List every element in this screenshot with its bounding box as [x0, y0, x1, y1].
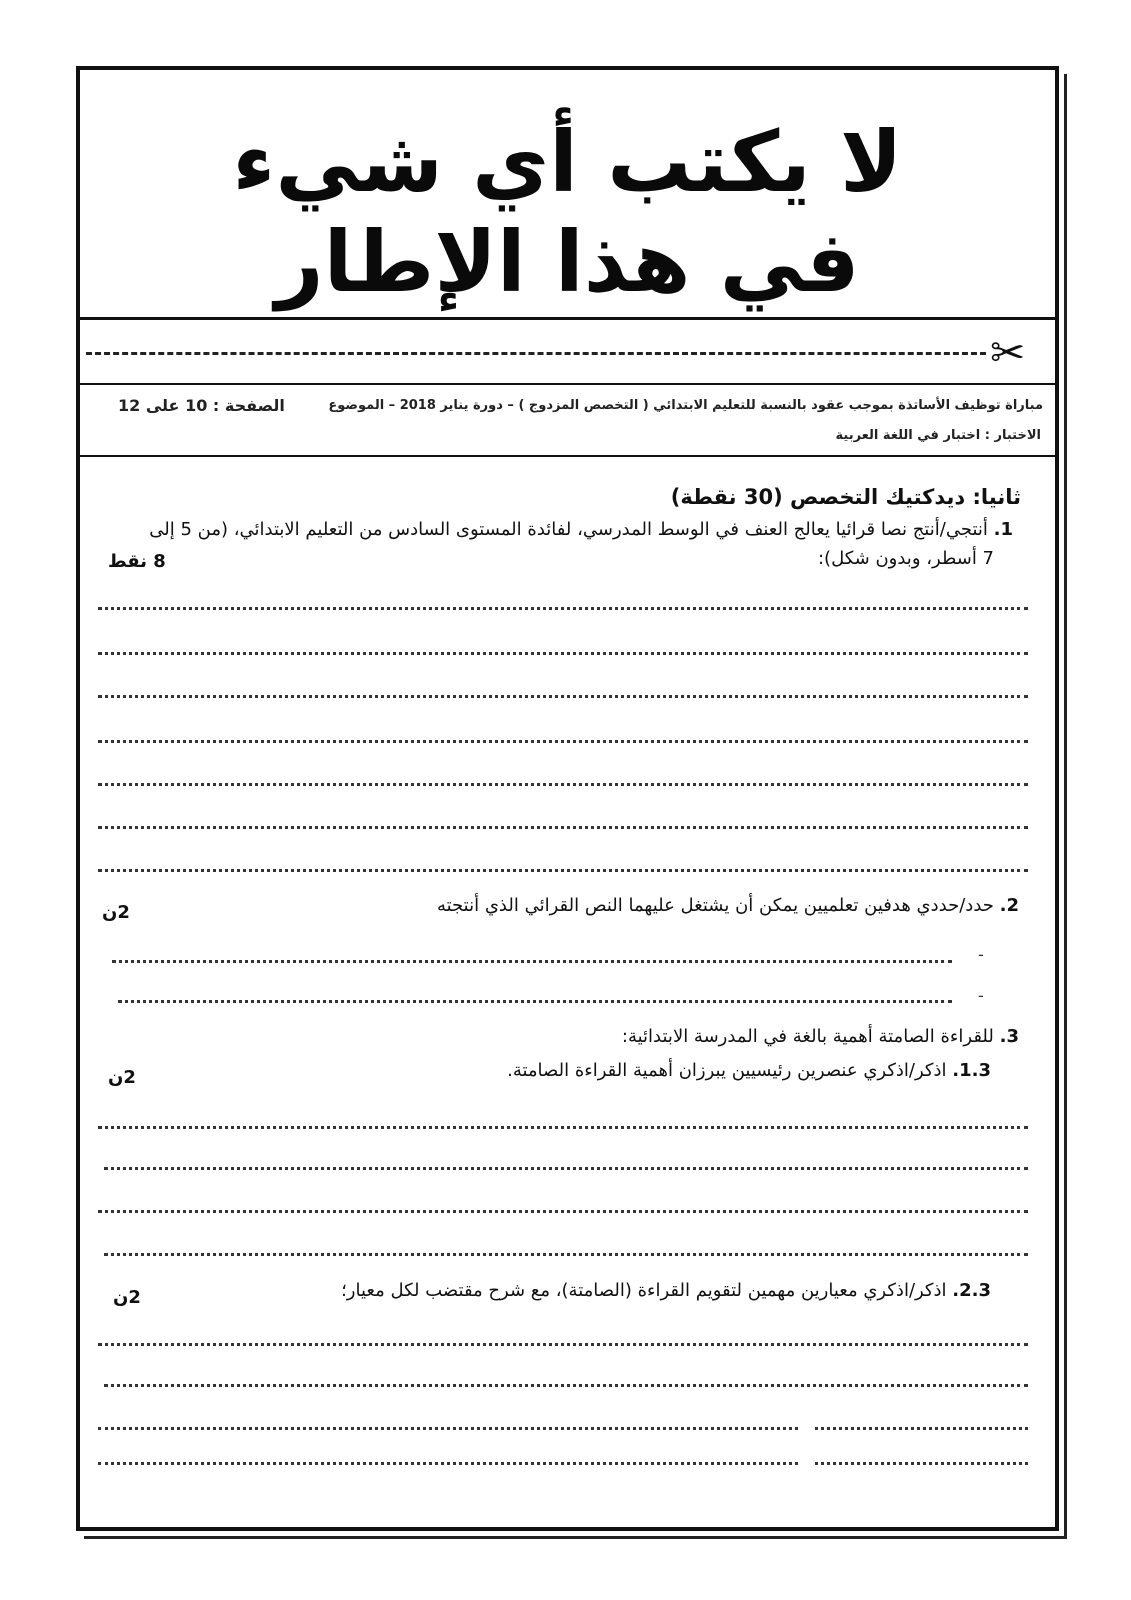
- question-3-1: [507, 1060, 991, 1081]
- exam-subject-line: الاختبار : اختبار في اللغة العربية: [835, 428, 1041, 443]
- banner-line-1: لا يكتب أي شيء: [232, 113, 903, 211]
- question-3-2: [341, 1280, 991, 1301]
- question-1-line-1: [149, 519, 1013, 540]
- question-2-points: 2ن: [102, 902, 130, 923]
- answer-line[interactable]: [815, 1462, 1028, 1465]
- no-write-banner: [80, 70, 1055, 320]
- exam-title-line: مباراة توظيف الأساتذة بموجب عقود بالنسبة للتعليم الابتدائي ( التخصص المزدوج ) – دورة يناير 2018 – الموضوع: [328, 398, 1043, 413]
- answer-line[interactable]: [112, 960, 952, 963]
- question-3-text: للقراءة الصامتة أهمية بالغة في المدرسة الابتدائية:: [621, 1026, 994, 1047]
- dash-mark: -: [978, 945, 984, 964]
- question-3: [622, 1026, 1019, 1047]
- answer-line[interactable]: [98, 869, 1028, 872]
- answer-line[interactable]: [98, 1343, 1028, 1346]
- header-bottom-separator: [80, 455, 1055, 457]
- answer-line[interactable]: [104, 1384, 1028, 1387]
- answer-line[interactable]: [98, 1427, 798, 1430]
- question-1-points: 8 نقط: [108, 551, 166, 572]
- answer-line[interactable]: [104, 1167, 1028, 1170]
- cut-line: [86, 352, 986, 355]
- answer-line[interactable]: [98, 1462, 798, 1465]
- answer-line[interactable]: [98, 652, 1028, 655]
- answer-line[interactable]: [98, 607, 1028, 610]
- section-title: ثانيا: ديدكتيك التخصص (30 نقطة): [670, 485, 1021, 509]
- question-1-text: أنتجي/أنتج نصا قرائيا يعالج العنف في الوسط المدرسي، لفائدة المستوى السادس من التعليم الابتدائي، (من 5 إلى: [149, 519, 988, 540]
- question-1-line-2: 7 أسطر، وبدون شكل):: [817, 548, 994, 569]
- question-3-2-number: 2.3.: [952, 1280, 991, 1301]
- answer-line[interactable]: [98, 695, 1028, 698]
- question-3-1-number: 1.3.: [952, 1060, 991, 1081]
- answer-line[interactable]: [98, 1210, 1028, 1213]
- header-top-separator: [80, 383, 1055, 385]
- question-3-1-text: اذكر/اذكري عنصرين رئيسيين يبرزان أهمية القراءة الصامتة.: [507, 1060, 947, 1081]
- question-2-text: حدد/حددي هدفين تعلميين يمكن أن يشتغل عليهما النص القرائي الذي أنتجته: [436, 895, 994, 916]
- question-3-1-points: 2ن: [108, 1067, 136, 1088]
- question-3-2-points: 2ن: [113, 1287, 141, 1308]
- question-3-number: 3.: [999, 1026, 1019, 1047]
- banner-line-2: في هذا الإطار: [275, 213, 860, 311]
- answer-line[interactable]: [104, 1253, 1028, 1256]
- question-3-2-text: اذكر/اذكري معيارين مهمين لتقويم القراءة (الصامتة)، مع شرح مقتضب لكل معيار؛: [341, 1280, 947, 1301]
- answer-line[interactable]: [98, 740, 1028, 743]
- answer-line[interactable]: [815, 1427, 1028, 1430]
- dash-mark: -: [978, 986, 984, 1005]
- scissors-icon: ✂: [990, 328, 1026, 377]
- question-2: [437, 895, 1019, 916]
- question-1-number: 1.: [993, 519, 1013, 540]
- answer-line[interactable]: [118, 1000, 952, 1003]
- answer-line[interactable]: [98, 783, 1028, 786]
- question-2-number: 2.: [999, 895, 1019, 916]
- answer-line[interactable]: [98, 826, 1028, 829]
- answer-line[interactable]: [98, 1126, 1028, 1129]
- page-number-label: الصفحة : 10 على 12: [118, 396, 285, 415]
